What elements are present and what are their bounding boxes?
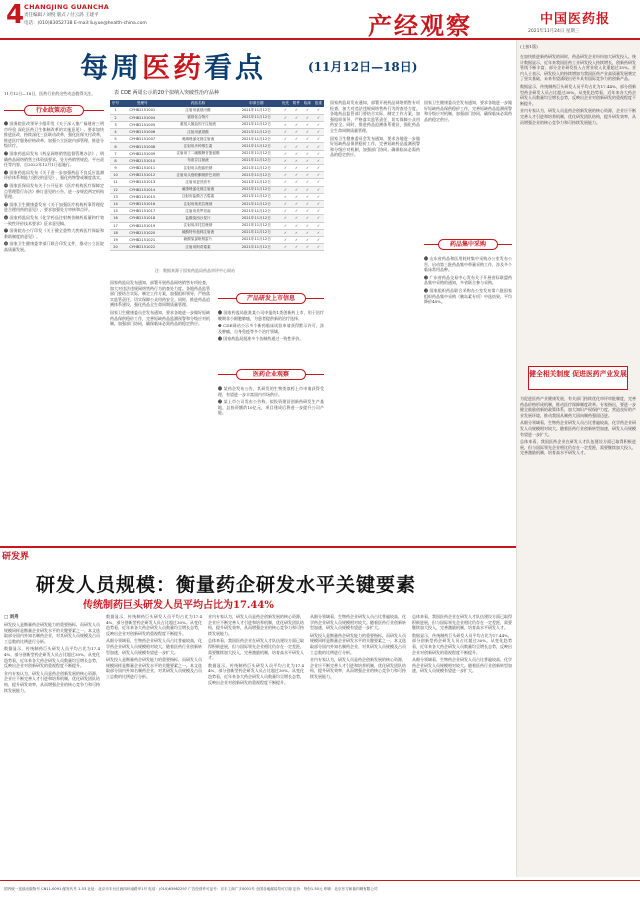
paragraph: 业内专家认为，研发人员是药企创新发展的核心资源，企业应不断完善人才引进和培养机制，优化研发团队结构，提升研发效率，从而增强企业的核心竞争力和可持续发展能力。	[310, 657, 406, 679]
check-icon: ✓	[302, 157, 313, 164]
table-row	[110, 236, 324, 243]
check-icon: ✓	[313, 236, 324, 243]
check-icon: ✓	[313, 229, 324, 236]
table-cell: 4	[110, 129, 121, 136]
check-icon: ✓	[291, 114, 302, 121]
table-row	[110, 157, 324, 164]
table-cell: 注射用氨基丙酸	[164, 107, 233, 114]
table-cell: 13	[110, 193, 121, 200]
paragraph: 研发投入是衡量药企研发能力的重要指标，而研发人员规模同样是衡量企业研发水平的关键要素之一。本文选取部分国内外知名制药企业，对其研发人员规模及占员工总数的比例进行分析。	[310, 632, 406, 655]
rd-col-4	[310, 614, 406, 876]
list-item: ❼ 国务院办公厅印发《关于健全重特大疾病医疗保险和救助制度的意见》。	[4, 228, 104, 239]
paragraph: 国家卫生健康委员会发布通知，要求各地进一步做好短缺药品保供稳价工作，完善短缺药品监测预警和分级应对机制，加强部门协同，确保临床必需药品的稳定供应。	[110, 309, 210, 327]
list-item: ❷ 广东省药品交易中心发布关于开展省际联盟药品集中采购的通知，多省联合参与采购。	[424, 274, 512, 286]
table-cell: 2021年11月12日	[233, 193, 281, 200]
table-row	[110, 129, 324, 136]
table-cell: 2021年11月12日	[233, 215, 281, 222]
list-item: ❸ 国家组织药品联合采购办公室发布第六批国家组织药品集中采购（胰岛素专项）中选结果，平均降价48%。	[424, 287, 512, 305]
col-header: 临床	[303, 101, 312, 105]
table-cell: 2021年11月12日	[233, 186, 281, 193]
check-icon: ✓	[280, 129, 291, 136]
page-headline	[80, 46, 266, 86]
table-cell: CYHB2151018	[121, 215, 164, 222]
table-cell: 2021年11月12日	[233, 114, 281, 121]
list-item: ❻ 国家药监局发布《化学药品注射剂仿制药质量和疗效一致性评价技术要求》征求意见稿。	[4, 214, 104, 226]
check-icon: ✓	[291, 136, 302, 143]
table-cell: 11	[110, 179, 121, 186]
table-cell: 硫酸特布他林注射液	[164, 229, 233, 236]
check-icon: ✓	[280, 179, 291, 186]
check-icon: ✓	[302, 186, 313, 193]
table-cell: 14	[110, 200, 121, 207]
paragraph: 总体来看，我国医药企业在研发人才队伍建设方面已取得积极进展，但与国际领先企业相比仍存在一定差距，需要继续加大投入，完善激励机制，培育高水平研发人才。	[208, 638, 304, 661]
col-header: 附件	[292, 101, 301, 105]
table-row	[110, 121, 324, 128]
section-badge-industry: 行业政策动态	[24, 105, 84, 116]
check-icon: ✓	[302, 121, 313, 128]
check-icon: ✓	[302, 129, 313, 136]
table-row	[110, 215, 324, 222]
check-icon: ✓	[280, 236, 291, 243]
table-cell: CYHB2151005	[121, 121, 164, 128]
check-icon: ✓	[313, 107, 324, 114]
check-icon: ✓	[280, 193, 291, 200]
check-icon: ✓	[280, 229, 291, 236]
table-row	[110, 179, 324, 186]
right-article-2	[520, 396, 636, 876]
table-cell: 2021年11月12日	[233, 165, 281, 172]
check-icon: ✓	[291, 244, 302, 251]
table-cell: CYHB2151010	[121, 157, 164, 164]
check-icon: ✓	[302, 150, 313, 157]
contact-line: 电话：(010)83052738 E-mail:liuyue@health-china.com	[24, 21, 147, 26]
list-item: ❶ 山东省药品和医用耗材集中采购办公室发布公告，启动第三批药品集中带量采购工作，涉及多个临床常用品种。	[424, 256, 512, 273]
check-icon: ✓	[313, 129, 324, 136]
table-cell: 2021年11月12日	[233, 200, 281, 207]
col-header: 批准	[314, 101, 323, 105]
check-icon: ✓	[280, 208, 291, 215]
list-item: ❺ 国家卫生健康委发布《关于加强医疗机构药事管理促进合理用药的意见》，要求加强处方审核和点评。	[4, 201, 104, 213]
headline-part1: 每周	[80, 51, 143, 84]
issue-date: 2021年11月24日 星期三	[528, 29, 580, 34]
right-article-1	[520, 54, 636, 364]
check-icon: ✓	[313, 157, 324, 164]
table-cell: CYHB2151017	[121, 208, 164, 215]
table-cell: 12	[110, 186, 121, 193]
right-mid-text	[424, 100, 512, 230]
check-icon: ✓	[291, 121, 302, 128]
table-cell: 2021年11月12日	[233, 236, 281, 243]
check-icon: ✓	[291, 193, 302, 200]
table-cell: 注射用丁二磺酸腺苷蛋氨酸	[164, 150, 233, 157]
table-cell: CYHB2151015	[121, 193, 164, 200]
list-item: ❷ 国家药监局发布《药品网络销售监督管理办法》，明确药品网络销售主体资质要求、处方药销售规范、平台责任等内容，自2022年12月1日起施行。	[4, 150, 104, 168]
table-cell: 8	[110, 157, 121, 164]
check-icon: ✓	[313, 121, 324, 128]
table-cell: 10	[110, 172, 121, 179]
paragraph: 总体来看，我国医药企业在研发人才队伍建设方面已取得积极进展，但与国际领先企业相比仍存在一定差距，需要继续加大投入，完善激励机制，培育高水平研发人才。	[412, 614, 512, 631]
table-cell: 注射用奥美拉唑钠	[164, 200, 233, 207]
check-icon: ✓	[280, 200, 291, 207]
table-cell: 3	[110, 121, 121, 128]
paragraph: 从细分领域看，生物药企业研发人员占比普遍较高，化学药企业研发人员规模相对较大。随着医药行业创新转型加速，研发人员规模有望进一步扩大。	[412, 657, 512, 674]
list-item: ❸ 国家药监局批准多个仿制药通过一致性评价。	[218, 336, 304, 342]
drug-table	[110, 100, 324, 251]
paragraph: 在加快推进新药研发的同时，药品研发企业纷纷加大研发投入。统计数据显示，近年来我国医药工业研发投入持续增长，创新药研发管线不断丰富，部分企业研发投入占营业收入比重超过15%。业内人士表示，研发投入的持续增加为我国医药产业高质量发展奠定了坚实基础，未来有望涌现出更多具有国际竞争力的创新产品。	[520, 54, 636, 82]
continued-note: (上接1版)	[520, 44, 538, 49]
check-icon: ✓	[280, 222, 291, 229]
check-icon: ✓	[291, 129, 302, 136]
section-name: CHANGJING GUANCHA	[24, 3, 110, 11]
rd-col-5	[412, 614, 512, 876]
table-body	[110, 107, 324, 251]
table-cell: 2021年11月12日	[233, 229, 281, 236]
rd-headline: 研发人员规模：衡量药企研发水平关键要素	[36, 574, 417, 596]
table-row	[110, 165, 324, 172]
paragraph: 数据显示，传统制药巨头研发人员平均占比为17.44%，部分创新型药企研发人员占比超过30%。从变化趋势看，近年来各大药企研发人员数量均呈增长态势，反映出企业对创新研发的重视程度不断提升。	[208, 662, 304, 685]
paragraph: 从细分领域看，生物药企业研发人员占比普遍较高，化学药企业研发人员规模相对较大。随着医药行业创新转型加速，研发人员规模有望进一步扩大。	[310, 614, 406, 631]
table-row	[110, 172, 324, 179]
paragraph: 总体来看，我国医药企业在研发人才队伍建设方面已取得积极进展，但与国际领先企业相比仍存在一定差距，需要继续加大投入，完善激励机制，培育高水平研发人才。	[520, 439, 636, 456]
table-row	[110, 136, 324, 143]
table-cell: 2021年11月12日	[233, 179, 281, 186]
check-icon: ✓	[302, 222, 313, 229]
check-icon: ✓	[280, 114, 291, 121]
check-icon: ✓	[291, 179, 302, 186]
list-item: ❶ 某药企发布公告，其研发的生物类似药上市申请获得受理，有望进一步丰富国内市场供应。	[218, 386, 324, 397]
check-icon: ✓	[291, 107, 302, 114]
list-item: ❶ 国家药监局批准某公司申报的1类创新药上市，用于治疗晚期非小细胞肺癌，为患者提供新的治疗选择。	[218, 310, 324, 321]
table-cell: 2021年11月12日	[233, 157, 281, 164]
table-cell: CYHB2151009	[121, 150, 164, 157]
col-header: 受理号	[121, 100, 164, 107]
table-cell: 2021年11月12日	[233, 150, 281, 157]
rd-byline: □ 刘舟	[4, 615, 19, 620]
check-icon: ✓	[313, 222, 324, 229]
table-cell: CYHB2151008	[121, 143, 164, 150]
table-cell: CYHB2151012	[121, 172, 164, 179]
list-item: ❶ 国务院医改领导小组印发《关于深入推广福建省三明市经验 深化医药卫生体制改革的实施意见》，要求加快推进医改，持续深化三医联动改革，强化医保支付改革，推进医疗服务价格改革，加强公立医院内部管理，推进分级诊疗。	[4, 121, 104, 149]
table-cell: 16	[110, 215, 121, 222]
table-cell: CYHB2151020	[121, 229, 164, 236]
table-cell: 注射用美罗培南	[164, 208, 233, 215]
check-icon: ✓	[280, 150, 291, 157]
list-item: ❸ 国家药监局发布《关于进一步加强药品不良反应监测评价体系和能力建设的意见》，强化药物警戒制度落实。	[4, 169, 104, 181]
table-cell: 2021年11月12日	[233, 172, 281, 179]
rd-col-2	[106, 614, 202, 876]
check-icon: ✓	[280, 244, 291, 251]
check-icon: ✓	[291, 157, 302, 164]
table-cell: 2021年11月12日	[233, 244, 281, 251]
headline-date-range: (11月12日—18日)	[308, 60, 418, 74]
check-icon: ✓	[291, 172, 302, 179]
table-row	[110, 107, 324, 114]
check-icon: ✓	[291, 150, 302, 157]
table-cell: 奥硝唑氯化钠注射液	[164, 136, 233, 143]
rd-banner	[0, 546, 516, 548]
table-row	[110, 193, 324, 200]
check-icon: ✓	[291, 165, 302, 172]
check-icon: ✓	[302, 193, 313, 200]
table-row	[110, 150, 324, 157]
table-cell: 注射用多种维生素	[164, 143, 233, 150]
check-icon: ✓	[313, 114, 324, 121]
paragraph: 数据显示，传统制药巨头研发人员平均占比为17.44%，部分创新型药企研发人员占比超过30%。从变化趋势看，近年来各大药企研发人员数量均呈增长态势，反映出企业对创新研发的重视程度不断提升。	[520, 83, 636, 106]
rd-subheadline: 传统制药巨头研发人员平均占比为17.44%	[83, 600, 274, 611]
headline-accent: 医药	[142, 51, 205, 84]
table-cell: CYHB2151019	[121, 222, 164, 229]
table-cell: 1	[110, 107, 121, 114]
table-row	[110, 244, 324, 251]
table-cell: 注射用阿奇霉素	[164, 244, 233, 251]
table-row	[110, 222, 324, 229]
check-icon: ✓	[302, 215, 313, 222]
check-icon: ✓	[313, 179, 324, 186]
table-cell: 15	[110, 208, 121, 215]
table-cell: 2021年11月12日	[233, 222, 281, 229]
rd-label: 研发界	[2, 552, 30, 562]
paragraph: 国家药监局发布通知，部署开展药品网络销售专项检查，加大对违法违规网络售药行为的查处力度。各地药品监管部门要结合实际，制定工作方案，加强组织领导，严格落实监管责任，切实保障公众用药安全。同时，推进药品追溯体系建设，强化药品全生命周期质量管理。	[110, 280, 210, 308]
paragraph: 从细分领域看，生物药企业研发人员占比普遍较高，化学药企业研发人员规模相对较大。随着医药行业创新转型加速，研发人员规模有望进一步扩大。	[520, 420, 636, 437]
paragraph: 国家药监局发布通知，部署开展药品网络销售专项检查，加大对违法违规网络售药行为的查处力度。各地药品监管部门要结合实际，制定工作方案，加强组织领导，严格落实监管责任，切实保障公众用药安全。同时，推进药品追溯体系建设，强化药品全生命周期质量管理。	[330, 100, 420, 133]
market-list	[424, 256, 512, 536]
rd-col-1	[4, 622, 100, 876]
table-note: 注：数据来源于国家药监局药品审评中心网站	[155, 268, 235, 273]
table-row	[110, 114, 324, 121]
table-cell: 重组人凝血因子注射液	[164, 121, 233, 128]
table-cell: 氟康唑氯化钠注射液	[164, 186, 233, 193]
table-cell: 注射用头孢曲松钠	[164, 165, 233, 172]
check-icon: ✓	[280, 172, 291, 179]
check-icon: ✓	[313, 193, 324, 200]
check-icon: ✓	[313, 186, 324, 193]
check-icon: ✓	[291, 208, 302, 215]
check-icon: ✓	[313, 136, 324, 143]
table-row	[110, 186, 324, 193]
table-row	[110, 229, 324, 236]
check-icon: ✓	[302, 200, 313, 207]
table-cell: 19	[110, 236, 121, 243]
column-name: 产经观察	[368, 12, 472, 40]
col-header: 申请日期	[233, 100, 281, 107]
check-icon: ✓	[313, 172, 324, 179]
check-icon: ✓	[291, 186, 302, 193]
check-icon: ✓	[291, 200, 302, 207]
paragraph: 业内专家认为，研发人员是药企创新发展的核心资源，企业应不断完善人才引进和培养机制，优化研发团队结构，提升研发效率，从而增强企业的核心竞争力和可持续发展能力。	[520, 108, 636, 125]
paragraph: 业内专家认为，研发人员是药企创新发展的核心资源，企业应不断完善人才引进和培养机制，优化研发团队结构，提升研发效率，从而增强企业的核心竞争力和可持续发展能力。	[4, 670, 100, 693]
check-icon: ✓	[302, 244, 313, 251]
table-cell: 9	[110, 165, 121, 172]
table-cell: 2021年11月12日	[233, 208, 281, 215]
section-badge-product: 产品研发上市信息	[236, 293, 306, 304]
table-cell: 盐酸莫西沙星片	[164, 215, 233, 222]
check-icon: ✓	[302, 136, 313, 143]
check-icon: ✓	[280, 107, 291, 114]
col-header: 优先	[281, 101, 290, 105]
check-icon: ✓	[302, 179, 313, 186]
mid-column-a	[110, 280, 210, 542]
paragraph: 数据显示，传统制药巨头研发人员平均占比为17.44%，部分创新型药企研发人员占比超过30%。从变化趋势看，近年来各大药企研发人员数量均呈增长态势，反映出企业对创新研发的重视程度不断提升。	[4, 646, 100, 669]
table-cell: 2021年11月12日	[233, 107, 281, 114]
table-cell: 6	[110, 143, 121, 150]
table-cell: CYHB2151007	[121, 136, 164, 143]
table-cell: 氨基化合物片	[164, 114, 233, 121]
section-badge-company: 医药企业观察	[236, 369, 306, 380]
col-header: 药品名称	[164, 100, 233, 107]
footer-text: 国内统一连续出版物号 CN11-0091 邮发代号 1-53 社址：北京市丰台区西四环南路甲1号 电话：(010)63982297 广告经营许可证号：京丰工商广字0001号 全国各地邮局均可订阅 定价：每份1.50元 印刷：北京东方和谐印刷有限公司	[4, 887, 378, 891]
check-icon: ✓	[280, 136, 291, 143]
section-badge-market: 药品集中采购	[438, 239, 498, 250]
table-cell: 注射用盐酸万古霉素	[164, 193, 233, 200]
list-item: ❷ CDE网站公示多个新药临床试验申请获得默示许可，涉及肿瘤、自身免疫等多个治疗领域。	[218, 323, 324, 334]
check-icon: ✓	[313, 208, 324, 215]
table-cell: 注射用更昔洛韦	[164, 179, 233, 186]
table-cell: 7	[110, 150, 121, 157]
check-icon: ✓	[313, 200, 324, 207]
intro-text: 11月12日—18日，医药行业的这些动态值得关注。	[4, 91, 96, 96]
list-item: ❽ 国家卫生健康委等部门联合印发文件，推动公立医院高质量发展。	[4, 241, 104, 252]
page-number: 4	[6, 0, 25, 30]
table-cell: 布洛芬注射液	[164, 157, 233, 164]
check-icon: ✓	[313, 150, 324, 157]
table-cell: CYHB2151004	[121, 114, 164, 121]
paragraph: 研发投入是衡量药企研发能力的重要指标，而研发人员规模同样是衡量企业研发水平的关键要素之一。本文选取部分国内外知名制药企业，对其研发人员规模及占员工总数的比例进行分析。	[4, 622, 100, 644]
table-cell: 注射用泮托拉唑钠	[164, 222, 233, 229]
check-icon: ✓	[280, 157, 291, 164]
table-cell: 2021年11月12日	[233, 143, 281, 150]
editor-credits: 责任编辑 / 刘悦 版式 / 付云鸽 王建平	[24, 13, 99, 18]
check-icon: ✓	[302, 165, 313, 172]
table-title: 表 CDE 两周公示的20个拟纳入突破性治疗品种	[114, 90, 220, 96]
table-row	[110, 208, 324, 215]
right-box-headline: 健全相关制度 促进医药产业发展	[528, 366, 628, 390]
check-icon: ✓	[313, 165, 324, 172]
col-header: 序号	[111, 101, 120, 105]
list-item: ❷ 某上市公司发布公告称，拟投资建设创新药研发生产基地，总投资额约10亿元，项目建成后将进一步提升公司产能。	[218, 399, 324, 416]
check-icon: ✓	[302, 143, 313, 150]
check-icon: ✓	[291, 222, 302, 229]
table-cell: 硫酸氢氯吡格雷片	[164, 236, 233, 243]
check-icon: ✓	[280, 143, 291, 150]
check-icon: ✓	[313, 244, 324, 251]
check-icon: ✓	[302, 236, 313, 243]
check-icon: ✓	[291, 229, 302, 236]
table-cell: 20	[110, 244, 121, 251]
check-icon: ✓	[280, 165, 291, 172]
company-list	[218, 386, 324, 542]
table-row	[110, 200, 324, 207]
table-cell: CYHB2151014	[121, 186, 164, 193]
table-cell: CYHB2151001	[121, 107, 164, 114]
table-cell: CYHB2151013	[121, 179, 164, 186]
check-icon: ✓	[302, 107, 313, 114]
table-cell: 17	[110, 222, 121, 229]
paragraph: 数据显示，传统制药巨头研发人员平均占比为17.44%，部分创新型药企研发人员占比超过30%。从变化趋势看，近年来各大药企研发人员数量均呈增长态势，反映出企业对创新研发的重视程度不断提升。	[412, 632, 512, 655]
check-icon: ✓	[302, 229, 313, 236]
paragraph: 业内专家认为，研发人员是药企创新发展的核心资源，企业应不断完善人才引进和培养机制，优化研发团队结构，提升研发效率，从而增强企业的核心竞争力和可持续发展能力。	[208, 614, 304, 636]
paragraph: 国家卫生健康委员会发布通知，要求各地进一步做好短缺药品保供稳价工作，完善短缺药品监测预警和分级应对机制，加强部门协同，确保临床必需药品的稳定供应。	[424, 100, 512, 122]
table-cell: 2	[110, 114, 121, 121]
table-cell: 5	[110, 136, 121, 143]
paragraph: 研发投入是衡量药企研发能力的重要指标，而研发人员规模同样是衡量企业研发水平的关键要素之一。本文选取部分国内外知名制药企业，对其研发人员规模及占员工总数的比例进行分析。	[106, 657, 202, 679]
table-cell: 18	[110, 229, 121, 236]
paragraph: 国家卫生健康委员会发布通知，要求各地进一步做好短缺药品保供稳价工作，完善短缺药品监测预警和分级应对机制，加强部门协同，确保临床必需药品的稳定供应。	[330, 135, 420, 158]
check-icon: ✓	[280, 186, 291, 193]
table-header-row	[110, 100, 324, 107]
rd-col-3	[208, 614, 304, 876]
table-cell: CYHB2151016	[121, 200, 164, 207]
product-list	[218, 310, 324, 370]
industry-list	[4, 121, 104, 541]
table-cell: CYHB2151021	[121, 236, 164, 243]
table-cell: CYHB2151022	[121, 244, 164, 251]
check-icon: ✓	[291, 215, 302, 222]
check-icon: ✓	[291, 143, 302, 150]
check-icon: ✓	[280, 121, 291, 128]
check-icon: ✓	[313, 215, 324, 222]
paragraph: 为促进医药产业健康发展，有关部门持续优化审评审批制度，完善药品价格形成机制，推动医疗保障制度改革。专家指出，要进一步健全鼓励创新的政策体系，加大知识产权保护力度，营造良好的产业发展环境，推动我国从制药大国向制药强国迈进。	[520, 396, 636, 418]
table-row	[110, 143, 324, 150]
paragraph: 从细分领域看，生物药企业研发人员占比普遍较高，化学药企业研发人员规模相对较大。随着医药行业创新转型加速，研发人员规模有望进一步扩大。	[106, 638, 202, 655]
headline-part3: 看点	[204, 51, 267, 84]
list-item: ❹ 国家医保局发布关于公开征求《医疗机构医疗保障定点管理暂行办法》修订意见的公告，进一步规范两定机构管理。	[4, 182, 104, 200]
table-cell: 2021年11月12日	[233, 136, 281, 143]
newspaper-logo: 中国医药报	[540, 12, 611, 27]
table-cell: CYHB2151006	[121, 129, 164, 136]
check-icon: ✓	[280, 215, 291, 222]
check-icon: ✓	[291, 236, 302, 243]
check-icon: ✓	[302, 208, 313, 215]
table-cell: 注射用头孢哌酮钠舒巴坦钠	[164, 172, 233, 179]
check-icon: ✓	[302, 172, 313, 179]
table-cell: 注射用氨基酸	[164, 129, 233, 136]
table-cell: CYHB2151011	[121, 165, 164, 172]
table-cell: 2021年11月12日	[233, 121, 281, 128]
paragraph: 数据显示，传统制药巨头研发人员平均占比为17.44%，部分创新型药企研发人员占比超过30%。从变化趋势看，近年来各大药企研发人员数量均呈增长态势，反映出企业对创新研发的重视程度不断提升。	[106, 614, 202, 636]
mid-column-b	[330, 100, 420, 542]
check-icon: ✓	[313, 143, 324, 150]
table-cell: 2021年11月12日	[233, 129, 281, 136]
check-icon: ✓	[302, 114, 313, 121]
